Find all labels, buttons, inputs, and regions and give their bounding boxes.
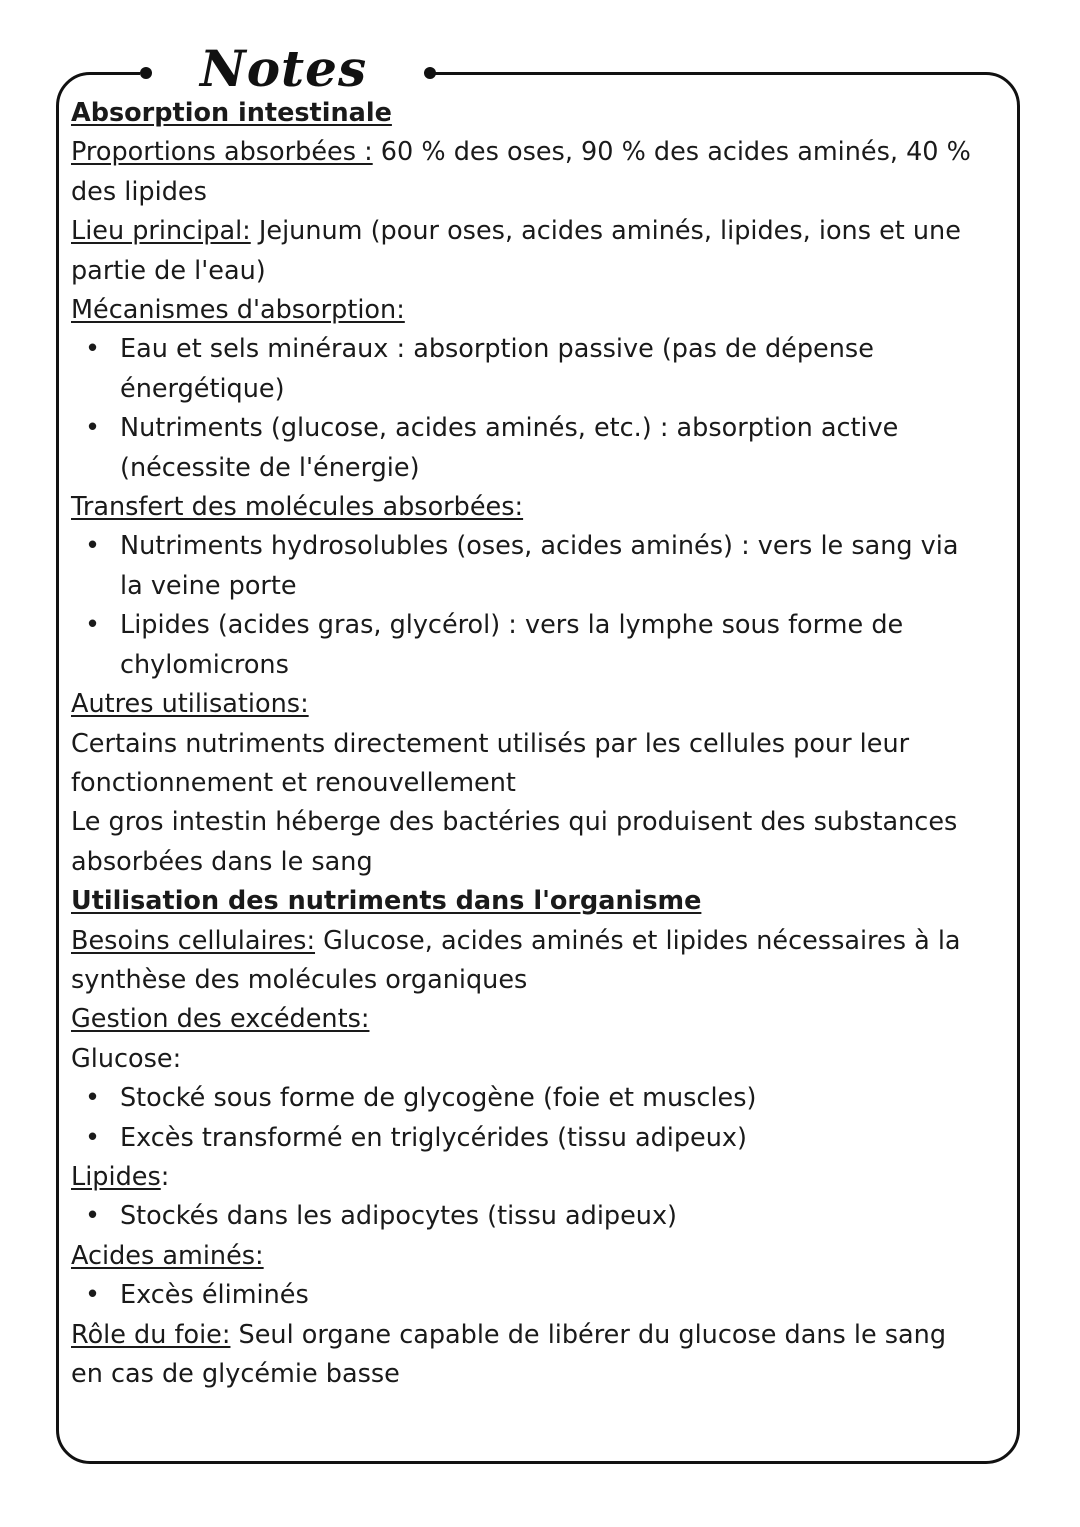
- list-item: [71, 1276, 1011, 1315]
- bullet-dot: •: [85, 1280, 101, 1311]
- proportions-label: Proportions absorbées :: [71, 137, 373, 168]
- transfert-label: Transfert des molécules absorbées:: [71, 492, 524, 523]
- lipides-line: [71, 1158, 1011, 1197]
- autres-text: fonctionnement et renouvellement: [71, 767, 516, 798]
- list-item: [71, 1197, 1011, 1236]
- proportions-text: 60 % des oses, 90 % des acides aminés, 40 %: [372, 137, 971, 168]
- autres-label: Autres utilisations:: [71, 689, 309, 720]
- autres-text: Certains nutriments directement utilisés par les cellules pour leur: [71, 728, 910, 759]
- besoins-line-2: synthèse des molécules organiques: [71, 964, 528, 995]
- notes-content: [71, 94, 1011, 1394]
- list-item-text: Nutriments hydrosolubles (oses, acides aminés) : vers le sang via: [120, 531, 959, 562]
- lieu-label: Lieu principal:: [71, 216, 251, 247]
- foie-label: Rôle du foie:: [71, 1319, 231, 1350]
- list-item: [71, 1079, 1011, 1118]
- bullet-dot: •: [85, 1083, 101, 1114]
- foie-line: [71, 1316, 1011, 1355]
- page-title: Notes: [200, 39, 368, 98]
- list-item-text: Lipides (acides gras, glycérol) : vers la lymphe sous forme de: [120, 610, 904, 641]
- lieu-line-2: partie de l'eau): [71, 255, 266, 286]
- list-item-text: chylomicrons: [120, 649, 289, 680]
- bullet-dot: •: [85, 1201, 101, 1232]
- lieu-line: [71, 212, 1011, 251]
- section-heading-absorption: Absorption intestinale: [71, 98, 392, 128]
- autres-text: Le gros intestin héberge des bactéries qui produisent des substances: [71, 807, 958, 838]
- gestion-label: Gestion des excédents:: [71, 1004, 370, 1035]
- glucose-label: Glucose:: [71, 1043, 182, 1074]
- list-item: [71, 606, 1011, 685]
- proportions-line: [71, 133, 1011, 172]
- list-item-text: Nutriments (glucose, acides aminés, etc.) : absorption active: [120, 413, 899, 444]
- lipides-colon: :: [160, 1161, 170, 1192]
- lieu-text: Jejunum (pour oses, acides aminés, lipides, ions et une: [250, 216, 961, 247]
- section-heading-utilisation: Utilisation des nutriments dans l'organisme: [71, 886, 702, 917]
- list-item-text: la veine porte: [120, 570, 297, 601]
- list-item: [71, 330, 1011, 409]
- besoins-label: Besoins cellulaires:: [71, 925, 316, 956]
- bullet-dot: •: [85, 334, 101, 365]
- list-item: [71, 527, 1011, 606]
- list-item-text: Stockés dans les adipocytes (tissu adipeux): [120, 1201, 677, 1232]
- bullet-dot: •: [85, 531, 101, 562]
- list-item-text: énergétique): [120, 373, 285, 404]
- besoins-line: [71, 922, 1011, 961]
- list-item-text: Eau et sels minéraux : absorption passive (pas de dépense: [120, 334, 874, 365]
- mecanismes-label: Mécanismes d'absorption:: [71, 295, 405, 326]
- list-item-text: Excès transformé en triglycérides (tissu adipeux): [120, 1122, 747, 1153]
- list-item-text: (nécessite de l'énergie): [120, 452, 420, 483]
- list-item-text: Excès éliminés: [120, 1280, 309, 1311]
- bullet-dot: •: [85, 610, 101, 641]
- title-right-dot: [424, 67, 436, 79]
- besoins-text: Glucose, acides aminés et lipides nécessaires à la: [315, 925, 961, 956]
- proportions-line-2: des lipides: [71, 176, 207, 207]
- list-item: [71, 1119, 1011, 1158]
- foie-line-2: en cas de glycémie basse: [71, 1359, 400, 1389]
- autres-text: absorbées dans le sang: [71, 846, 373, 877]
- bullet-dot: •: [85, 413, 101, 444]
- foie-text: Seul organe capable de libérer du glucose dans le sang: [230, 1319, 947, 1350]
- acides-label: Acides aminés:: [71, 1240, 264, 1271]
- lipides-label: Lipides: [71, 1161, 161, 1192]
- title-left-dot: [140, 67, 152, 79]
- bullet-dot: •: [85, 1122, 101, 1153]
- list-item: [71, 409, 1011, 488]
- list-item-text: Stocké sous forme de glycogène (foie et muscles): [120, 1083, 757, 1114]
